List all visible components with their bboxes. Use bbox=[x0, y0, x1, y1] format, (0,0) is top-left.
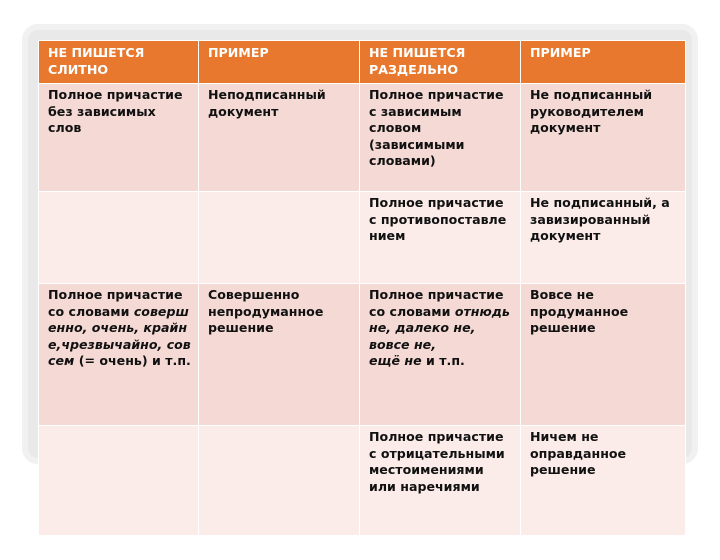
table-row bbox=[39, 284, 686, 426]
rule-text: Полное причастие со словами bbox=[48, 287, 183, 319]
example-separate-cell: Не подписанный, а завизированный документ bbox=[521, 192, 686, 284]
header-row bbox=[39, 41, 686, 84]
example-separate-cell: Не подписанный руководителем документ bbox=[521, 84, 686, 192]
rules-table-container bbox=[38, 40, 685, 560]
rule-text-italic: отнюдь не, далеко не, вовсе не, bbox=[369, 303, 510, 352]
rule-text: (= очень) и т.п. bbox=[74, 353, 191, 369]
rule-separate-cell bbox=[360, 284, 521, 426]
example-together-cell: Совершенно непродуманное решение bbox=[199, 284, 360, 426]
header-example-1: ПРИМЕР bbox=[199, 41, 360, 84]
rule-together-cell bbox=[39, 426, 199, 536]
rule-together-cell: Полное причастие без зависимых слов bbox=[39, 84, 199, 192]
table-row bbox=[39, 84, 686, 192]
header-separate: НЕ ПИШЕТСЯ РАЗДЕЛЬНО bbox=[360, 41, 521, 84]
spelling-rules-table bbox=[38, 40, 686, 536]
example-together-cell: Неподписанный документ bbox=[199, 84, 360, 192]
example-separate-cell: Вовсе не продуманное решение bbox=[521, 284, 686, 426]
example-together-cell bbox=[199, 426, 360, 536]
header-example-2: ПРИМЕР bbox=[521, 41, 686, 84]
table-row bbox=[39, 426, 686, 536]
table-row bbox=[39, 192, 686, 284]
rule-together-cell bbox=[39, 192, 199, 284]
rule-text: и т.п. bbox=[421, 353, 465, 369]
header-together: НЕ ПИШЕТСЯ СЛИТНО bbox=[39, 41, 199, 84]
rule-separate-cell: Полное причастие с противопоставлением bbox=[360, 192, 521, 284]
rule-together-cell bbox=[39, 284, 199, 426]
example-separate-cell: Ничем не оправданное решение bbox=[521, 426, 686, 536]
rule-text-italic: ещё не bbox=[369, 353, 422, 369]
example-together-cell bbox=[199, 192, 360, 284]
rule-separate-cell: Полное причастие с отрицательными местоимениями или наречиями bbox=[360, 426, 521, 536]
rule-separate-cell: Полное причастие с зависимым словом (зависимыми словами) bbox=[360, 84, 521, 192]
rule-text: Полное причастие со словами bbox=[369, 287, 504, 319]
rule-text-italic: совершенно, очень, крайне,чрезвычайно, совсем bbox=[48, 303, 191, 369]
